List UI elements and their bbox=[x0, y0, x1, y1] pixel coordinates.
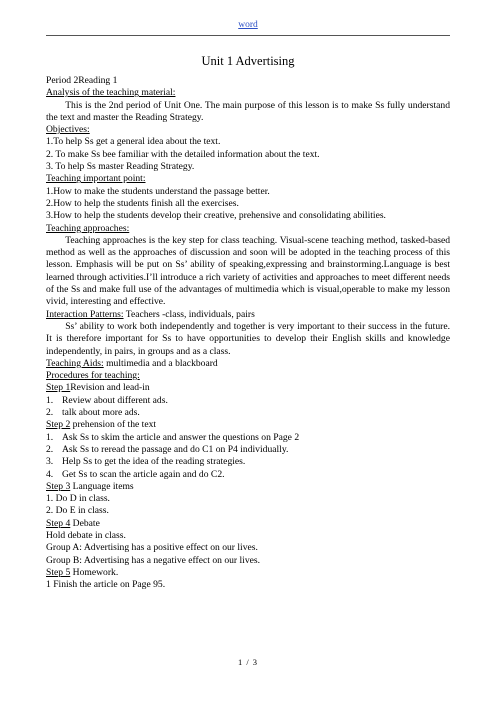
objective-item: 3. To help Ss master Reading Strategy. bbox=[46, 161, 195, 173]
aids-value: multimedia and a blackboard bbox=[103, 357, 218, 369]
important-point-item: 1.How to make the students understand the passage better. bbox=[46, 185, 270, 197]
objectives-heading: Objectives: bbox=[46, 124, 90, 136]
list-item: 1 Finish the article on Page 95. bbox=[46, 579, 166, 591]
list-item: 1. Review about different ads. bbox=[46, 394, 168, 406]
step-2-title: prehension of the text bbox=[70, 419, 157, 431]
important-point-item: 2.How to help the students finish all the exercises. bbox=[46, 197, 239, 209]
list-item: Group B: Advertising has a negative effect on our lives. bbox=[46, 554, 261, 566]
procedures-heading: Procedures for teaching: bbox=[46, 370, 140, 382]
page-number: 1 / 3 bbox=[237, 657, 259, 667]
step-2-label: Step 2 bbox=[46, 419, 71, 431]
analysis-heading: Analysis of the teaching material: bbox=[46, 87, 176, 99]
list-item: 2. talk about more ads. bbox=[46, 407, 140, 419]
interaction-line bbox=[46, 309, 450, 321]
header-word: word bbox=[238, 20, 258, 30]
aids-line bbox=[46, 358, 450, 370]
step-1-label: Step 1 bbox=[46, 382, 71, 394]
header-rule bbox=[46, 35, 450, 36]
document-body bbox=[46, 75, 450, 591]
approaches-heading: Teaching approaches: bbox=[46, 222, 130, 234]
step-3-title: Language items bbox=[70, 480, 134, 492]
objective-item: 2. To make Ss bee familiar with the detailed information about the text. bbox=[46, 148, 320, 160]
aids-heading: Teaching Aids: bbox=[46, 357, 104, 369]
list-item: Hold debate in class. bbox=[46, 529, 126, 541]
list-item: 3. Help Ss to get the idea of the reading strategies. bbox=[46, 456, 246, 468]
interaction-value: Teachers -class, individuals, pairs bbox=[123, 308, 255, 320]
interaction-text: Ss’ ability to work both independently and together is very important to their success in the future. It is therefore important for Ss to have opportunities to develop their English skills and knowledge independently, in pairs, in groups and as a class. bbox=[46, 320, 450, 357]
interaction-heading: Interaction Patterns: bbox=[46, 308, 124, 320]
important-point-item: 3.How to help the students develop their creative, prehensive and consolidating abilities. bbox=[46, 210, 386, 222]
step-5-line bbox=[46, 567, 450, 579]
list-item: 2. Do E in class. bbox=[46, 505, 109, 517]
step-1-title: Revision and lead-in bbox=[70, 382, 150, 394]
step-5-title: Homework. bbox=[70, 566, 119, 578]
step-4-title: Debate bbox=[70, 517, 100, 529]
list-item: 2. Ask Ss to reread the passage and do C1 on P4 individually. bbox=[46, 443, 289, 455]
step-4-line bbox=[46, 518, 450, 530]
list-item: Group A: Advertising has a positive effect on our lives. bbox=[46, 542, 258, 554]
step-3-line bbox=[46, 481, 450, 493]
list-item: 1. Do D in class. bbox=[46, 493, 110, 505]
list-item: 1. Ask Ss to skim the article and answer the questions on Page 2 bbox=[46, 431, 300, 443]
period-line: Period 2Reading 1 bbox=[46, 75, 118, 86]
step-3-label: Step 3 bbox=[46, 480, 71, 492]
analysis-text: This is the 2nd period of Unit One. The main purpose of this lesson is to make Ss fully understand the text and master the Reading Strategy. bbox=[46, 99, 450, 123]
list-item: 4. Get Ss to scan the article again and do C2. bbox=[46, 468, 225, 480]
important-point-heading: Teaching important point: bbox=[46, 173, 146, 185]
approaches-text: Teaching approaches is the key step for class teaching. Visual-scene teaching method, tasked-based method as well as the approaches of discussion and soon will be adopted in the teaching process of this lesson. Emphasis will be put on Ss’ ability of speaking,expressing and brainstorming.Language is best learned through activities.I’ll introduce a rich variety of activities and approaches to meet different needs of the Ss and make full use of the advantages of multimedia which is visual,operable to make my lesson vivid, interesting and effective. bbox=[46, 234, 450, 308]
objective-item: 1.To help Ss get a general idea about the text. bbox=[46, 136, 221, 148]
step-1-line bbox=[46, 382, 450, 394]
page-title: Unit 1 Advertising bbox=[201, 54, 295, 68]
step-4-label: Step 4 bbox=[46, 517, 71, 529]
step-5-label: Step 5 bbox=[46, 566, 71, 578]
step-2-line bbox=[46, 419, 450, 431]
